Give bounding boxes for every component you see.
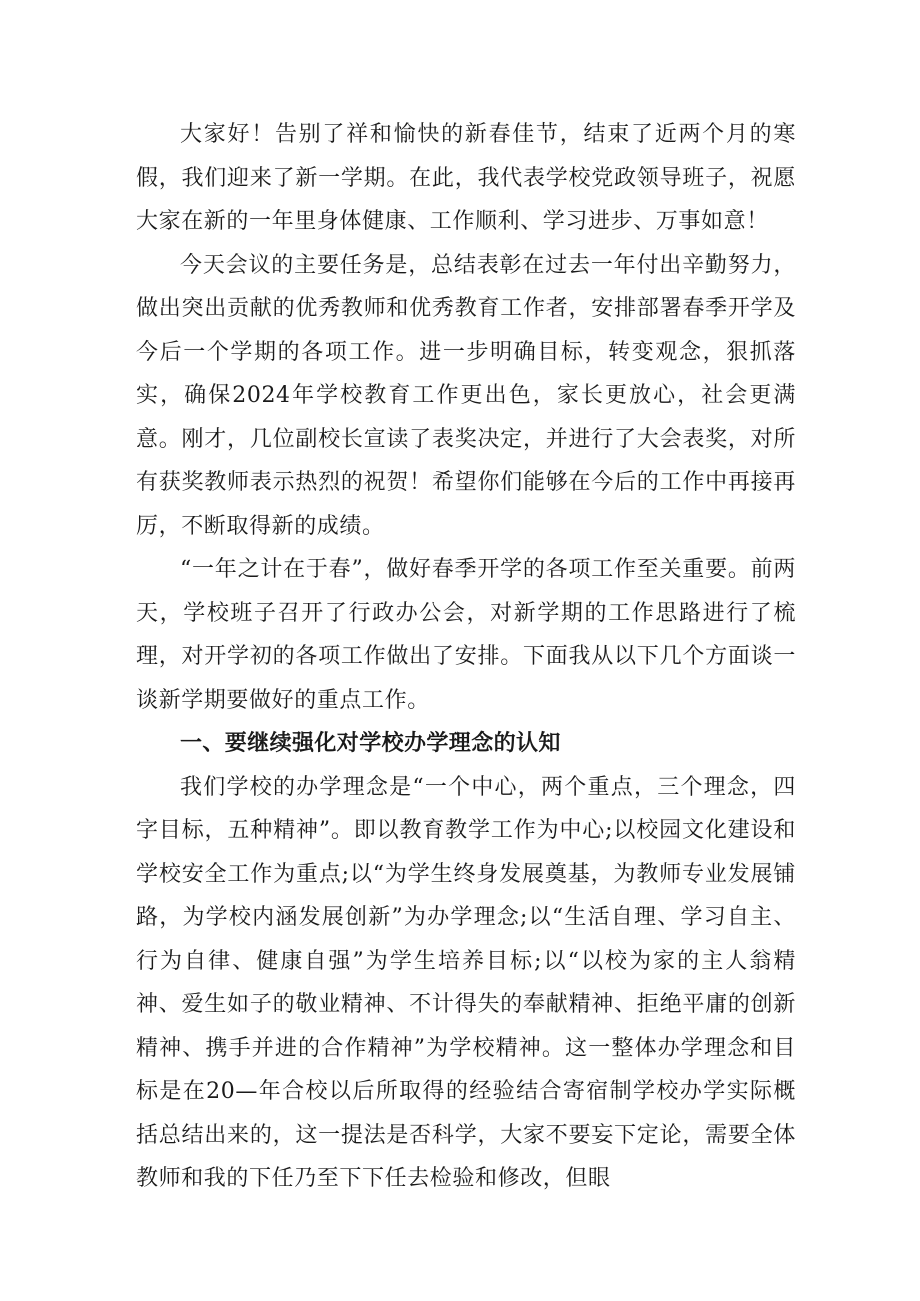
paragraph-school-philosophy: 我们学校的办学理念是“一个中心，两个重点，三个理念，四字目标，五种精神”。即以教育教学工作为中心;以校园文化建设和学校安全工作为重点;以“为学生终身发展奠基，为教师专业发展铺路，为学校内涵发展创新”为办学理念;以“生活自理、学习自主、行为自律、健康自强”为学生培养目标;以“以校为家的主人翁精神、爱生如子的敬业精神、不计得失的奉献精神、拒绝平庸的创新精神、携手并进的合作精神”为学校精神。这一整体办学理念和目标是在20—年合校以后所取得的经验结合寄宿制学校办学实际概括总结出来的，这一提法是否科学，大家不要妄下定论，需要全体教师和我的下任乃至下下任去检验和修改，但眼 — [136, 774, 796, 1191]
document-body — [136, 113, 796, 1201]
paragraph-meeting-tasks: 今天会议的主要任务是，总结表彰在过去一年付出辛勤努力，做出突出贡献的优秀教师和优秀教育工作者，安排部署春季开学及今后一个学期的各项工作。进一步明确目标，转变观念，狠抓落实，确保2024年学校教育工作更出色，家长更放心，社会更满意。刚才，几位副校长宣读了表奖决定，并进行了大会表奖，对所有获奖教师表示热烈的祝贺！希望你们能够在今后的工作中再接再厉，不断取得新的成绩。 — [136, 252, 796, 539]
paragraph-spring-work: “一年之计在于春”，做好春季开学的各项工作至关重要。前两天，学校班子召开了行政办公会，对新学期的工作思路进行了梳理，对开学初的各项工作做出了安排。下面我从以下几个方面谈一谈新学期要做好的重点工作。 — [136, 557, 796, 713]
paragraph-greeting: 大家好！告别了祥和愉快的新春佳节，结束了近两个月的寒假，我们迎来了新一学期。在此，我代表学校党政领导班子，祝愿大家在新的一年里身体健康、工作顺利、学习进步、万事如意！ — [136, 122, 796, 234]
section-heading: 一、要继续强化对学校办学理念的认知 — [180, 731, 561, 756]
